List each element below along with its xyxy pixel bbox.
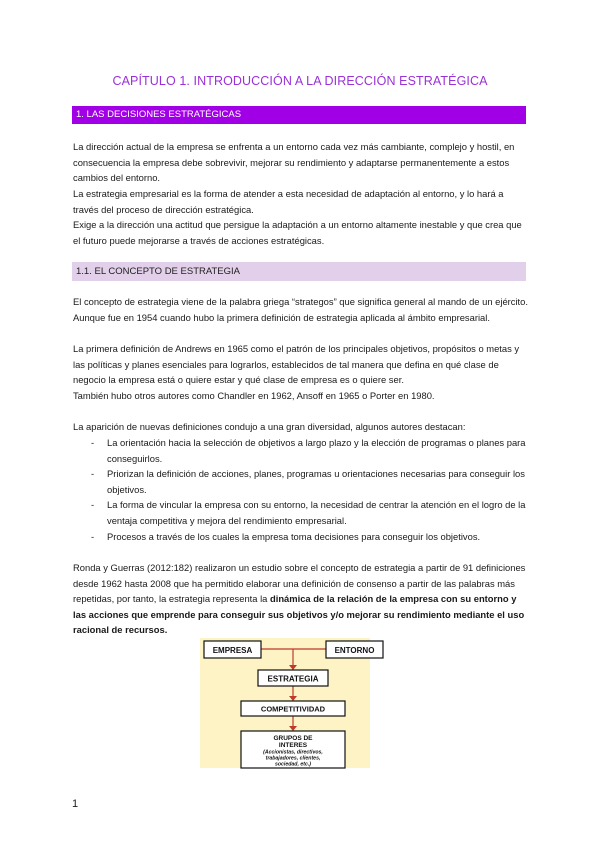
grupos-title-line1: GRUPOS DE [273, 735, 313, 742]
grupos-desc-line1: (Accionistas, directivos, [263, 749, 323, 756]
competitividad-label: COMPETITIVIDAD [260, 704, 326, 714]
paragraph-otros-autores: También hubo otros autores como Chandler en 1962, Ansoff en 1965 o Porter en 1980. [73, 390, 435, 401]
chapter-title: CAPÍTULO 1. INTRODUCCIÓN A LA DIRECCIÓN ESTRATÉGICA [112, 74, 488, 88]
section-heading-decisiones: 1. LAS DECISIONES ESTRATÉGICAS [72, 106, 526, 124]
list-item: - La orientación hacia la selección de objetivos a largo plazo y la elección de programas o planes para conseguirlos. [91, 437, 526, 464]
paragraph-ronda-guerras: Ronda y Guerras (2012:182) realizaron un estudio sobre el concepto de estrategia a partir de 91 definiciones desde 1962 hasta 2008 que ha permitido elaborar una definición de consenso a partir de las palabras más repetidas, por tanto, la estrategia representa la dinámica de la relación de la empresa con su entorno y las acciones que emprende para conseguir sus objetivos y/o mejorar su rendimiento mediante el uso racional de recursos. [73, 562, 526, 636]
estrategia-label: ESTRATEGIA [267, 674, 319, 684]
grupos-title-line2: INTERES [278, 742, 308, 749]
bullet-list [73, 435, 529, 544]
strategy-diagram [200, 638, 375, 768]
consensus-definition-bold: dinámica de la relación de la empresa con su entorno y las acciones que emprende para conseguir sus objetivos y/o mejorar su rendimiento mediante el uso racional de recursos. [73, 593, 525, 636]
page-number: 1 [72, 798, 79, 810]
empresa-label: EMPRESA [212, 646, 253, 655]
paragraph-nuevas-definiciones: La aparición de nuevas definiciones condujo a una gran diversidad, algunos autores destacan: [73, 421, 466, 432]
paragraph-strategos: El concepto de estrategia viene de la palabra griega “strategos” que significa general al mando de un ejército. Aunque fue en 1954 cuando hubo la primera definición de estrategia aplicada al ámbito empresarial. [73, 296, 528, 323]
grupos-desc-line2: trabajadores, clientes, [265, 755, 321, 762]
paragraph-direccion: La dirección actual de la empresa se enfrenta a un entorno cada vez más cambiante, complejo y hostil, en consecuencia la empresa debe sobrevivir, mejorar su rendimiento y adaptarse permanentemente a estos cambios del entorno. [73, 141, 515, 184]
paragraph-estrategia-empresarial: La estrategia empresarial es la forma de atender a esta necesidad de adaptación al entorno, y lo hará a través del proceso de dirección estratégica. [73, 188, 504, 215]
paragraph-andrews: La primera definición de Andrews en 1965 como el patrón de los principales objetivos, propósitos o metas y las políticas y planes esenciales para lograrlos, establecidos de tal manera que defina en qué clase de negocio la empresa está o quiere estar y qué clase de empresa es o quiere ser. [73, 343, 520, 386]
list-item: - Procesos a través de los cuales la empresa toma decisiones para conseguir los objetivos. [91, 530, 481, 542]
paragraph-exige: Exige a la dirección una actitud que persigue la adaptación a un entorno altamente inestable y que crea que el futuro puede mejorarse a través de acciones estratégicas. [73, 219, 522, 246]
entorno-label: ENTORNO [334, 646, 375, 655]
list-item: - Priorizan la definición de acciones, planes, programas u orientaciones necesarias para conseguir los objetivos. [91, 468, 525, 495]
subsection-heading-concepto: 1.1. EL CONCEPTO DE ESTRATEGIA [72, 262, 526, 281]
grupos-desc-line3: sociedad, etc.) [274, 761, 312, 768]
list-item: - La forma de vincular la empresa con su entorno, la necesidad de centrar la atención en el logro de la ventaja competitiva y mejora del rendimiento empresarial. [91, 499, 526, 526]
